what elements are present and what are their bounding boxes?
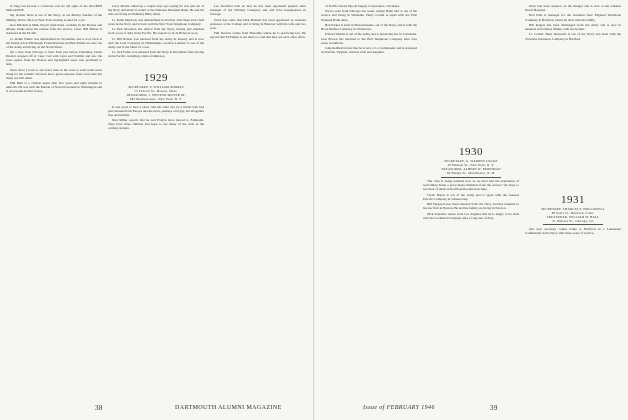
secretary-address: 86 Pearl St., Hartford, Conn. (551, 210, 595, 215)
paragraph: of Pacific Ocean Pipe & Supply Corporation, Cleveland. (325, 4, 400, 8)
paragraph: John Redfield writes that he is now a Lt. Commander and is stationed in Norfolk, Virginia, with his wife and daughter. (321, 45, 417, 55)
paragraph: Our new secretary comes home to Hartford as a Lieutenant Commander in the Navy after three years of service. (525, 226, 621, 235)
secretary-line: SECRETARY, CHARLES F. HOLLOWELL (541, 206, 605, 211)
secretary-address: 75 Federal St., Boston, Mass. (134, 88, 178, 93)
paragraph: Lt. Jack Fuller was released from the Navy in December after serving in the Pacific, including a time at Okinawa. (108, 50, 204, 59)
class-year-heading: 1931 (561, 193, 585, 206)
paragraph: Lt. Bill Rohrer was released from the Army in January and is now with the Leaf Company in Philadelphia. Gordon Lambert is out of the Army and is the father of a son. (108, 36, 204, 49)
paragraph: Edward Martin is out of the Army and is practicing law in Cleveland. Jack Brown has returned to the Bell Telephone Company after four years in uniform. (321, 32, 417, 45)
paragraph: Once more I want to ask every man in the class to send some news along for the column. We have had a great response from a few men but many are still silent. (6, 67, 102, 80)
secretary-address: 29 Hudson St., New York, N. Y. (447, 163, 495, 167)
paragraph: in Sieg lost he had a crossroad over its old signs of the ALUMNI MAGAZINE. (6, 4, 102, 13)
divider (441, 177, 501, 178)
left-column-1 (6, 4, 102, 95)
divider (126, 102, 186, 103)
paragraph: Lt. Keith Murdock was demobilized in October after three and a half years in the Navy and is back with the New York Telephone Company. (108, 17, 204, 26)
paragraph: Word has come that Dick Bennett has been appointed an assistant professor at the College and is living in Hanover with his wife and two sons. (210, 17, 306, 30)
treasurer-line: TREASURER, J. WESTON MOYER JR. (126, 92, 186, 97)
paragraph: Larry Martin called up a couple days ago saying he was just out of the Navy and about to return to the National Shawmut Bank. He and his wife are living in Wellesley Hills, Mass. (108, 4, 204, 17)
right-column-2 (423, 4, 519, 221)
right-column-3 (525, 4, 621, 236)
paragraph: Ken Mitchell is Mike Noyes' right hand, working in the Boston and Albany banks since his release from the service. Lieut. Bill Barber is stationed in the Pacific. (6, 22, 102, 36)
paragraph: Bob Petit is manager for the Southern New England Telephone Company in Hartford, where he lives with his family. (525, 13, 621, 22)
left-page-number: 38 (95, 404, 103, 412)
paragraph: Dave had been surgeon on the Ranger and is now at the Chelsea Naval Hospital. (525, 4, 621, 13)
paragraph: Bill Rogers has been discharged from the Army and is now in business in Portland, Maine, with his brother. (525, 22, 621, 32)
class-year-heading: 1930 (459, 146, 483, 158)
paragraph: Clyde Harris is out of the Army and is again with the General Electric Company in Schenectady. (423, 192, 519, 201)
paragraph: Les Stoddard tells us that he has been appointed general sales manager of the Whitney Company and will have headquarters in Chicago. (210, 4, 306, 17)
paragraph: Bob Parker is back in Massachusetts, out of the Navy, and is with the Hood Rubber Company in Watertown. (321, 22, 417, 32)
paragraph: It was good to hear a short visit the other day by a friend who had just returned from Europe and the news, perhaps a bit gay, but altogether fine and healthy. (108, 104, 204, 117)
class-year-heading: 1929 (144, 71, 168, 84)
treasurer-line: TREASURER, WILLIAM H. HALL (546, 214, 600, 219)
paragraph: Lt. Comdr. Buzz Reynolds is out of the Navy and back with the Travelers Insurance Company in Hartford. (525, 32, 621, 41)
paragraph: Lt. Bob Morrison has retired from the Navy, having just returned from a tour of duty in the Pacific. He expects to be in Hanover soon. (108, 27, 204, 36)
right-page-number: 39 (490, 404, 498, 412)
paragraph: Phil Bent is a civilian again after five years and eight months in uniform. He was with the Bureau of Naval Personnel in Washington and is now home in New Jersey. (6, 81, 102, 94)
paragraph: My brother Dave is out of the Navy, as are Barney Sanders of the Military Police. He is in New York looking around for a job. (6, 13, 102, 22)
paragraph: Dick Saunders writes from Los Angeles that he is happy to be back with the Lockheed Company after a long tour of duty. (423, 211, 519, 220)
paragraph: Dud Miller reports that he and Evelyn have moved to Falmouth. They have three children and hope to see many of the class at the coming reunion. (108, 118, 204, 131)
paragraph: Lt. Rollie Waller was demobilized in November and is now back at his former job in Pittsburgh. Frank Bostrom and Bob Palmer are also out of the Army and living on the North Shore. (6, 36, 102, 49)
treasurer-address: 51 Wallace St., Chicago, Ill. (552, 218, 594, 223)
magazine-footer-title: DARTMOUTH ALUMNI MAGAZINE (175, 405, 282, 411)
right-page (315, 0, 628, 420)
left-column-3 (210, 4, 306, 41)
issue-footer: Issue of FEBRUARY 1946 (363, 405, 435, 411)
left-column-2 (108, 4, 204, 132)
paragraph: On a note from Chicago to New York just before Christmas, Chick Dowler stopped off at Cape Cod with Lynn and Tommy and saw the class agents from the Boston and Springfield areas who promised to help. (6, 50, 102, 67)
secretary-line: SECRETARY, G. WARREN LOCKE (444, 159, 498, 163)
paragraph: Phil Stevens writes from Honolulu where he is practicing law. He reports that Ed Phelps is out there too and that they see each other often. (210, 31, 306, 40)
treasurer-address: 283 Madison Ave., New York, N. Y. (129, 96, 183, 101)
paragraph: The class is being reunited now as we have had the experience of welcoming home a great many members from the service. We hope to see most of them at the fifteenth reunion in June. (423, 179, 519, 192)
treasurer-line: TREASURER, ALBERT W. FRIEDMAN (441, 167, 501, 171)
secretary-line: SECRETARY, F. WILLIAM ANDRES (128, 84, 184, 89)
paragraph: We'd a note from Chicago last week, saying Hank Sarr is out of the service and living in Winnetka. Harry Conlin is again with the First National Bank there. (321, 9, 417, 22)
treasurer-address: 94 Bridge St., Manchester, N. H. (446, 171, 496, 175)
paragraph: Bill Ferguson has been released from the Navy and has returned to his law firm in Boston. He and his family are living in Newton. (423, 202, 519, 211)
right-column-1 (321, 4, 417, 55)
divider (543, 224, 603, 225)
